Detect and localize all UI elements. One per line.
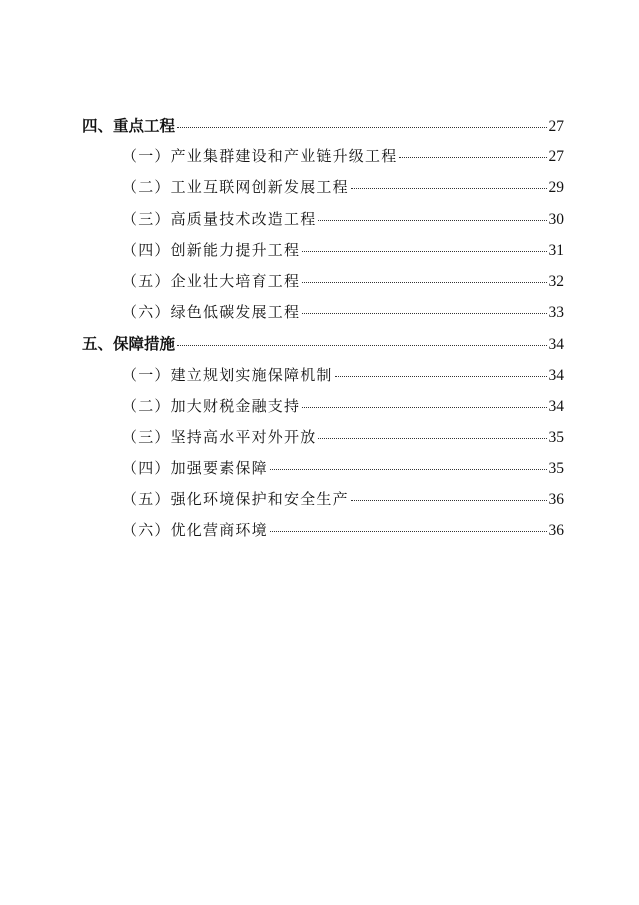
toc-item-title: （四）加强要素保障 bbox=[122, 459, 268, 478]
dot-leader bbox=[177, 127, 546, 128]
dot-leader bbox=[351, 188, 547, 189]
dot-leader bbox=[270, 469, 547, 470]
dot-leader bbox=[335, 376, 547, 377]
toc-item-5-1[interactable] bbox=[82, 364, 564, 395]
toc-item-title: （四）创新能力提升工程 bbox=[122, 240, 301, 259]
toc-item-title: （一）建立规划实施保障机制 bbox=[122, 365, 333, 384]
toc-page-number: 35 bbox=[548, 460, 564, 478]
dot-leader bbox=[399, 157, 546, 158]
toc-section-title: 四、重点工程 bbox=[82, 117, 176, 135]
toc-page-number: 33 bbox=[548, 304, 564, 322]
toc-item-4-3[interactable] bbox=[82, 208, 564, 239]
toc-item-5-3[interactable] bbox=[82, 426, 564, 457]
toc-item-4-1[interactable] bbox=[82, 145, 564, 176]
toc-section-4[interactable] bbox=[82, 114, 564, 145]
toc-item-title: （五）强化环境保护和安全生产 bbox=[122, 490, 349, 509]
toc-item-title: （二）加大财税金融支持 bbox=[122, 396, 301, 415]
dot-leader bbox=[302, 282, 546, 283]
toc-item-title: （二）工业互联网创新发展工程 bbox=[122, 178, 349, 197]
toc-page-number: 35 bbox=[548, 428, 564, 446]
toc-item-4-2[interactable] bbox=[82, 176, 564, 207]
toc-page-number: 34 bbox=[548, 336, 564, 354]
dot-leader bbox=[270, 531, 547, 532]
dot-leader bbox=[351, 500, 547, 501]
toc-page-number: 34 bbox=[548, 397, 564, 415]
toc-item-title: （六）优化营商环境 bbox=[122, 521, 268, 540]
toc-section-title: 五、保障措施 bbox=[82, 335, 176, 354]
toc-item-5-5[interactable] bbox=[82, 488, 564, 519]
toc-item-4-6[interactable] bbox=[82, 301, 564, 332]
toc-page-number: 32 bbox=[548, 272, 564, 290]
dot-leader bbox=[302, 407, 546, 408]
table-of-contents bbox=[82, 114, 564, 551]
dot-leader bbox=[302, 251, 546, 252]
dot-leader bbox=[177, 345, 546, 346]
toc-page-number: 27 bbox=[548, 148, 564, 166]
toc-page-number: 30 bbox=[548, 210, 564, 228]
toc-item-4-5[interactable] bbox=[82, 270, 564, 301]
toc-page-number: 36 bbox=[548, 491, 564, 509]
toc-page-number: 34 bbox=[548, 366, 564, 384]
dot-leader bbox=[302, 313, 546, 314]
toc-page-number: 29 bbox=[548, 179, 564, 197]
toc-section-5[interactable] bbox=[82, 332, 564, 363]
toc-item-title: （六）绿色低碳发展工程 bbox=[122, 303, 301, 322]
toc-item-title: （五）企业壮大培育工程 bbox=[122, 271, 301, 290]
toc-item-title: （三）高质量技术改造工程 bbox=[122, 209, 317, 228]
toc-item-5-4[interactable] bbox=[82, 457, 564, 488]
toc-item-title: （三）坚持高水平对外开放 bbox=[122, 427, 317, 446]
toc-page-number: 31 bbox=[548, 241, 564, 259]
dot-leader bbox=[318, 438, 546, 439]
dot-leader bbox=[318, 220, 546, 221]
toc-item-5-2[interactable] bbox=[82, 395, 564, 426]
toc-item-4-4[interactable] bbox=[82, 239, 564, 270]
toc-page-number: 36 bbox=[548, 522, 564, 540]
toc-item-5-6[interactable] bbox=[82, 519, 564, 550]
toc-item-title: （一）产业集群建设和产业链升级工程 bbox=[122, 147, 398, 166]
toc-page-number: 27 bbox=[548, 118, 564, 135]
